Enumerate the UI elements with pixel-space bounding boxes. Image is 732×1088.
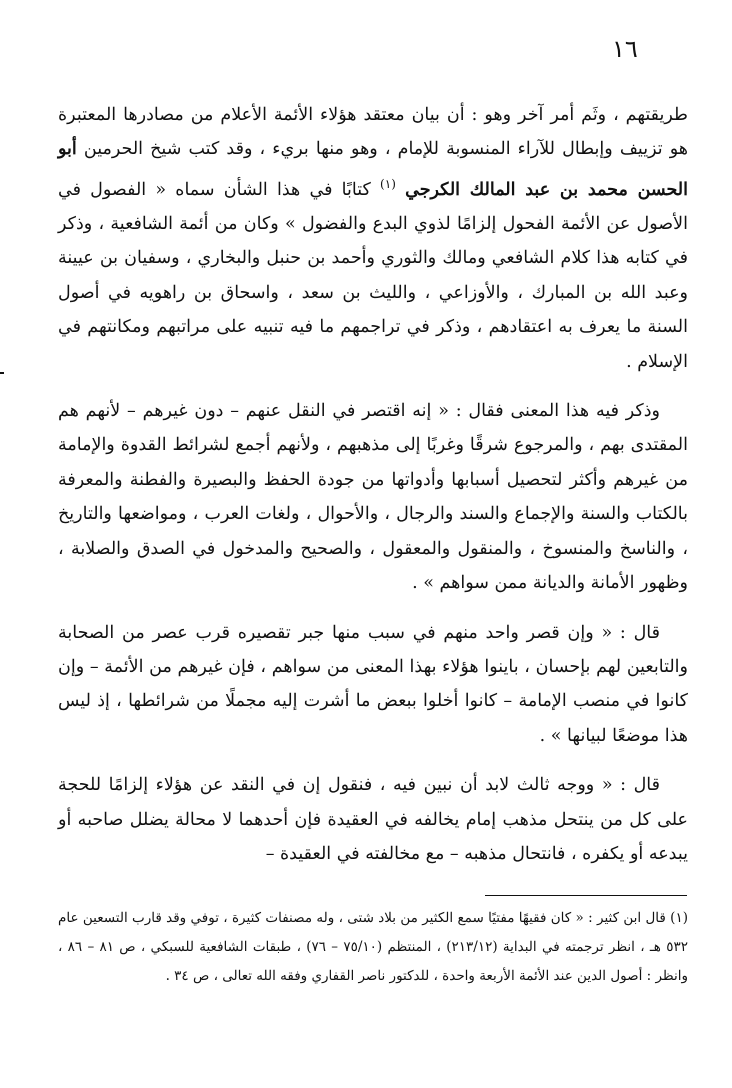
paragraph-2-text: وذكر فيه هذا المعنى فقال : « إنه اقتصر في النقل عنهم – دون غيرهم – لأنهم هم المقتدى بهم ، والمرجوع شرقًا وغربًا إلى مذهبهم ، ولأنهم أجمع لشرائط القدوة والإمامة من غيرهم وأكثر لتحصيل أسبابها وأدواتها من جودة الحفظ والبصيرة والفطنة والمعرفة بالكتاب والسنة والإجماع والسند والرجال ، والأحوال ، ولغات العرب ، ومواضعها والتاريخ ، والناسخ والمنسوخ ، والمنقول والمعقول ، والصحيح والمدخول في الصدق والصلابة ، وظهور الأمانة والديانة ممن سواهم » . bbox=[58, 401, 688, 594]
margin-mark bbox=[0, 372, 4, 374]
paragraph-4-text: قال : « ووجه ثالث لابد أن نبين فيه ، فنقول إن في النقد عن هؤلاء إلزامًا للحجة على كل من ينتحل مذهب إمام يخالفه في العقيدة فإن أحدهما لا محالة يضلل صاحبه أو يبدعه أو يكفره ، فانتحال مذهبه – مع مخالفته في العقيدة – bbox=[58, 775, 688, 864]
body-text bbox=[58, 98, 688, 871]
scholar-name: أبو الحسن محمد بن عبد المالك الكرجي bbox=[58, 139, 688, 200]
paragraph-3 bbox=[58, 616, 688, 754]
footnote-1: (١) قال ابن كثير : « كان فقيهًا مفتيًا سمع الكثير من بلاد شتى ، وله مصنفات كثيرة ، توفي وقد قارب التسعين عام ٥٣٢ هـ ، انظر ترجمته في البداية (٢١٣/١٢) ، المنتظم (٧٥/١٠ – ٧٦) ، طبقات الشافعية للسبكي ، ص ٨١ – ٨٦ ، وانظر : أصول الدين عند الأئمة الأربعة واحدة ، للدكتور ناصر القفاري وفقه الله تعالى ، ص ٣٤ . bbox=[58, 910, 688, 984]
paragraph-3-text: قال : « وإن قصر واحد منهم في سبب منها جبر تقصيره قرب عصر من الصحابة والتابعين لهم بإحسان ، باينوا هؤلاء بهذا المعنى من سواهم ، فإن غيرهم من الأئمة – وإن كانوا في منصب الإمامة – كانوا أخلوا ببعض ما أشرت إليه مجملًا من شرائطها ، إذ ليس هذا موضعًا لبيانها » . bbox=[58, 622, 688, 746]
paragraph-2 bbox=[58, 394, 688, 600]
paragraph-1 bbox=[58, 98, 688, 379]
footnotes bbox=[58, 904, 688, 991]
paragraph-4 bbox=[58, 768, 688, 871]
footnote-ref: (١) bbox=[380, 176, 396, 191]
paragraph-1-before: طريقتهم ، وثَم أمر آخر وهو : أن بيان معتقد هؤلاء الأئمة الأعلام من مصادرها المعتبرة هو تزييف وإبطال للآراء المنسوبة للإمام ، وهو منها بريء ، وقد كتب شيخ الحرمين bbox=[58, 105, 688, 160]
paragraph-1-after: كتابًا في هذا الشأن سماه « الفصول في الأصول عن الأئمة الفحول إلزامًا لذوي البدع والفضول » وكان من أئمة الشافعية ، وذكر في كتابه هذا كلام الشافعي ومالك والثوري وأحمد بن حنبل والبخاري ، وسفيان بن عيينة وعبد الله بن المبارك ، والأوزاعي ، والليث بن سعد ، واسحاق بن راهويه في أصول السنة ما يعرف به اعتقادهم ، وذكر في تراجمهم ما فيه تنبيه على مراتبهم ومكانتهم في الإسلام . bbox=[58, 179, 688, 372]
page-number: ١٦ bbox=[612, 35, 638, 63]
footnote-divider bbox=[485, 895, 687, 896]
